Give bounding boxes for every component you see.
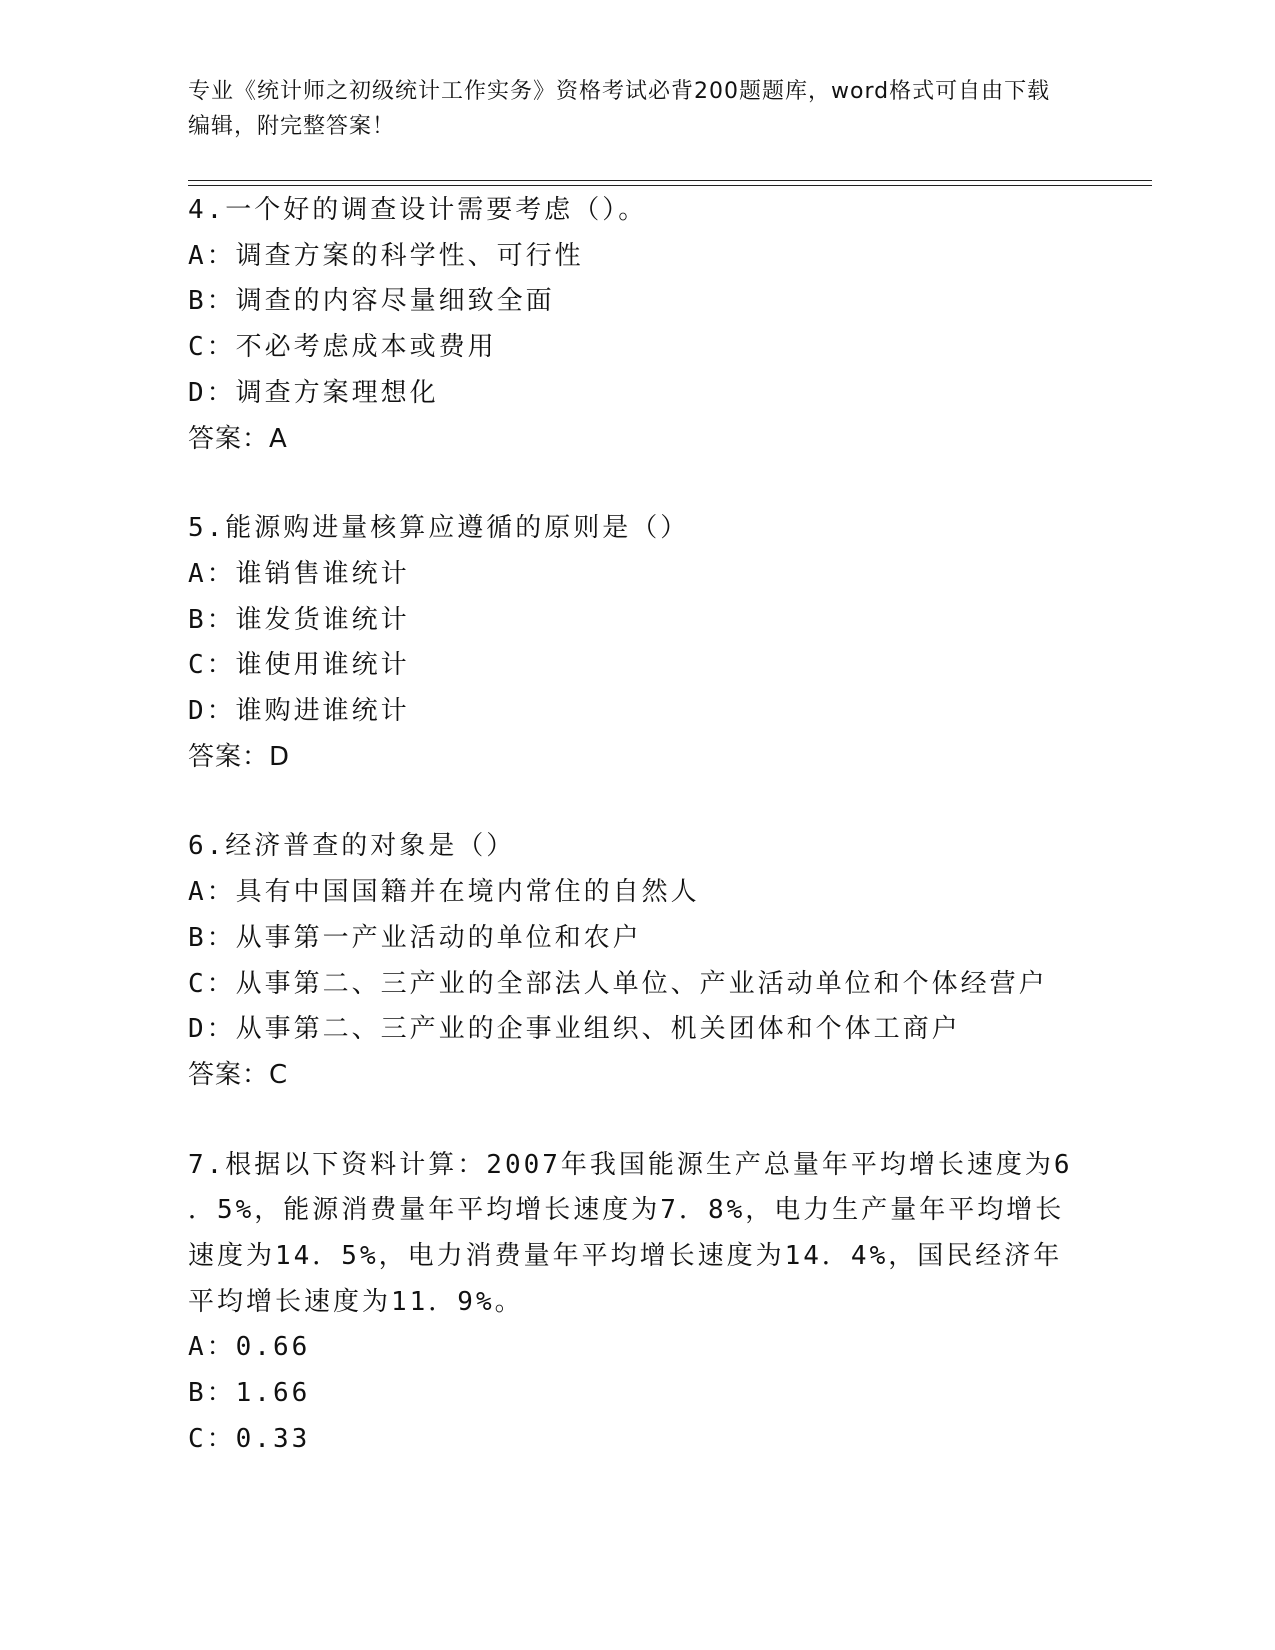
option-a: A：具有中国国籍并在境内常住的自然人 [188,877,700,908]
question-stem: 5.能源购进量核算应遵循的原则是（） [188,513,690,544]
question-stem: 4.一个好的调查设计需要考虑（）。 [188,195,648,225]
option-d: D：从事第二、三产业的企事业组织、机关团体和个体工商户 [188,1014,961,1045]
question-5 [188,506,1108,780]
option-c: C：0.33 [188,1423,311,1454]
answer-label: 答案：D [188,741,291,772]
option-c: C：谁使用谁统计 [188,650,410,681]
option-a: A：谁销售谁统计 [188,558,410,589]
document-intro: 专业《统计师之初级统计工作实务》资格考试必背200题题库，word格式可自由下载编辑，附完整答案！ [188,79,1051,139]
question-stem: 6.经济普查的对象是（） [188,831,516,862]
option-c: C：从事第二、三产业的全部法人单位、产业活动单位和个体经营户 [188,968,1048,999]
option-b: B：1.66 [188,1378,311,1409]
question-stem-line-1: 7.根据以下资料计算：2007年我国能源生产总量年平均增长速度为6 [188,1149,1073,1180]
option-d: D：谁购进谁统计 [188,696,410,727]
option-b: B：谁发货谁统计 [188,604,410,635]
question-7 [188,1143,1108,1463]
option-d: D：调查方案理想化 [188,377,439,408]
question-stem-line-4: 平均增长速度为11．9%。 [188,1286,524,1317]
question-stem-line-3: 速度为14．5%，电力消费量年平均增长速度为14．4%，国民经济年 [188,1241,1063,1272]
question-6 [188,824,1108,1098]
answer-label: 答案：A [188,423,288,454]
header-divider-top [188,180,1152,181]
header-divider-bottom [188,185,1152,186]
question-list [188,188,1108,1507]
option-b: B：从事第一产业活动的单位和农户 [188,922,642,953]
option-a: A：0.66 [188,1332,311,1363]
option-c: C：不必考虑成本或费用 [188,332,497,363]
question-4 [188,188,1108,462]
question-stem-line-2: ．5%，能源消费量年平均增长速度为7．8%，电力生产量年平均增长 [188,1195,1065,1226]
option-a: A：调查方案的科学性、可行性 [188,240,584,271]
answer-label: 答案：C [188,1059,289,1090]
option-b: B：调查的内容尽量细致全面 [188,286,555,317]
